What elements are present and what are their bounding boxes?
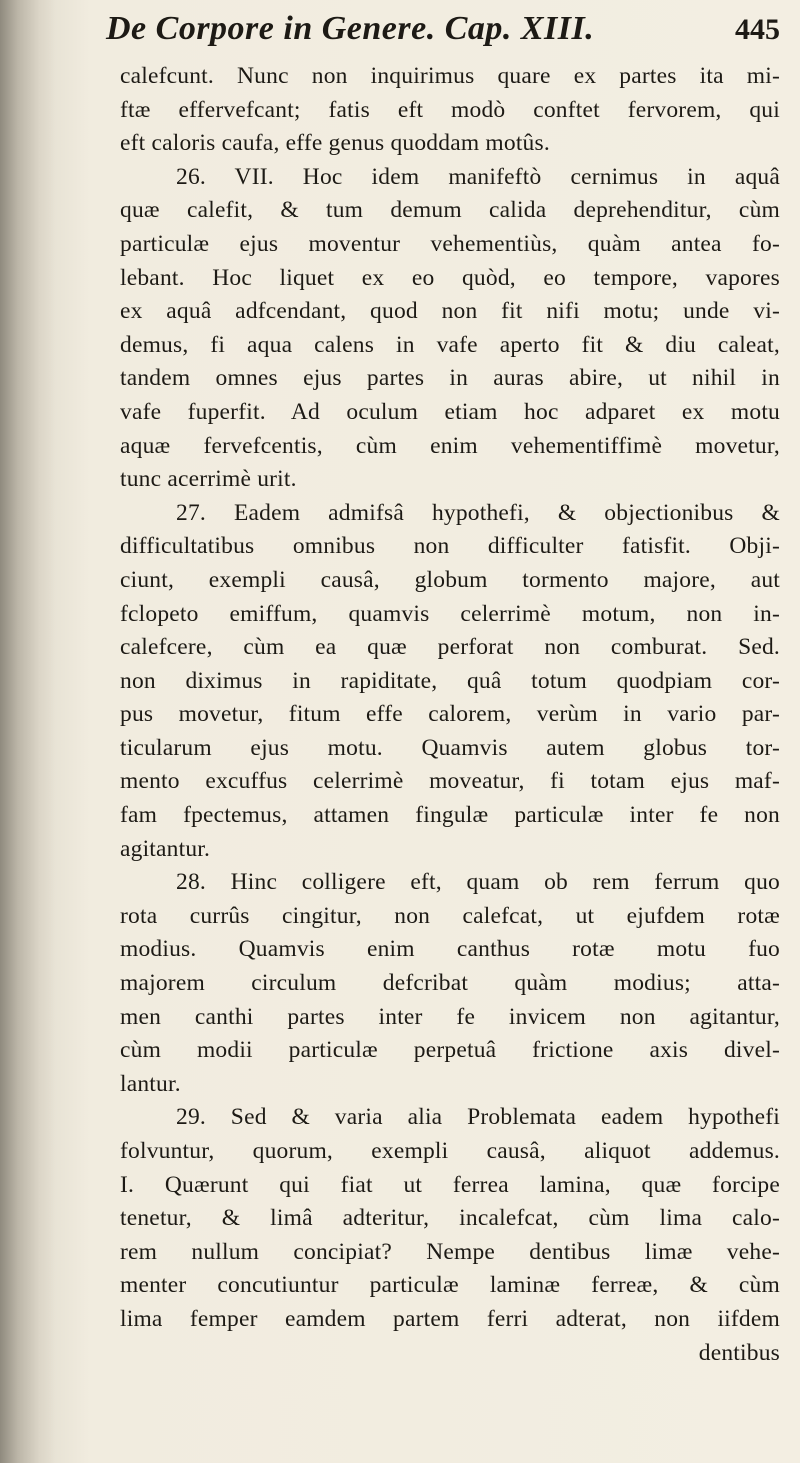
text-line: agitantur.	[120, 835, 211, 862]
text-line: eft caloris caufa, effe genus quoddam motûs.	[120, 130, 550, 157]
text-line: lantur.	[120, 1070, 181, 1097]
text-line: tunc acerrimè urit.	[120, 466, 297, 493]
text-line: particulæ ejus moventur vehementiùs, quàm antea fo-	[120, 230, 780, 257]
text-line: folvuntur, quorum, exempli causâ, aliquot addemus.	[120, 1138, 780, 1164]
text-line: fclopeto emiffum, quamvis celerrimè motum, non in-	[120, 600, 780, 627]
text-line: rem nullum concipiat? Nempe dentibus limæ vehe-	[120, 1238, 780, 1265]
text-line: ticularum ejus motu. Quamvis autem globus tor-	[120, 734, 780, 761]
page-number: 445	[735, 13, 780, 46]
text-line: non diximus in rapiditate, quâ totum quodpiam cor-	[120, 667, 780, 694]
text-line: majorem circulum defcribat quàm modius; atta-	[120, 970, 780, 997]
text-line: fam fpectemus, attamen fingulæ particulæ inter fe non	[120, 802, 780, 829]
text-line: quæ calefit, & tum demum calida deprehenditur, cùm	[120, 197, 780, 224]
text-line: modius. Quamvis enim canthus rotæ motu fuo	[120, 936, 780, 963]
text-line: cùm modii particulæ perpetuâ frictione axis divel-	[120, 1037, 780, 1064]
text-line: ciunt, exempli causâ, globum tormento majore, aut	[120, 566, 780, 593]
page-content	[106, 10, 780, 1370]
text-line: ftæ effervefcant; fatis eft modò conftet fervorem, qui	[120, 96, 780, 123]
text-line: tenetur, & limâ adteritur, incalefcat, cùm lima calo-	[120, 1205, 780, 1232]
text-line: pus movetur, fitum effe calorem, verùm in vario par-	[120, 701, 780, 728]
text-line: mento excuffus celerrimè moveatur, fi totam ejus maf-	[120, 768, 780, 795]
text-line: tandem omnes ejus partes in auras abire, ut nihil in	[120, 365, 780, 392]
text-line: lima femper eamdem partem ferri adterat, non iifdem	[120, 1305, 780, 1332]
running-header	[106, 10, 780, 60]
text-line: rota currûs cingitur, non calefcat, ut ejufdem rotæ	[120, 902, 780, 929]
text-line: aquæ fervefcentis, cùm enim vehementiffimè movetur,	[120, 432, 780, 459]
text-line: men canthi partes inter fe invicem non agitantur,	[120, 1003, 780, 1030]
text-line: 27. Eadem admifsâ hypothefi, & objectionibus &	[176, 499, 780, 526]
body-text	[120, 60, 780, 1370]
text-line: difficultatibus omnibus non difficulter fatisfit. Obji-	[120, 533, 780, 560]
text-line: ex aquâ adfcendant, quod non fit nifi motu; unde vi-	[120, 298, 780, 325]
text-line: lebant. Hoc liquet ex eo quòd, eo tempore, vapores	[120, 264, 780, 291]
text-line: calefcunt. Nunc non inquirimus quare ex partes ita mi-	[120, 63, 780, 89]
text-line: dentibus	[698, 1339, 780, 1366]
text-line: vafe fuperfit. Ad oculum etiam hoc adparet ex motu	[120, 398, 780, 425]
text-line: 26. VII. Hoc idem manifeftò cernimus in aquâ	[176, 163, 780, 190]
page-gutter-shadow	[0, 0, 55, 1463]
text-line: 28. Hinc colligere eft, quam ob rem ferrum quo	[176, 869, 780, 896]
text-line: menter concutiuntur particulæ laminæ ferreæ, & cùm	[120, 1272, 780, 1299]
text-line: I. Quærunt qui fiat ut ferrea lamina, quæ forcipe	[120, 1171, 780, 1198]
text-line: calefcere, cùm ea quæ perforat non comburat. Sed.	[120, 634, 780, 661]
running-title: De Corpore in Genere. Cap. XIII.	[106, 10, 595, 47]
text-line: demus, fi aqua calens in vafe aperto fit & diu caleat,	[120, 331, 780, 358]
text-line: 29. Sed & varia alia Problemata eadem hypothefi	[176, 1104, 780, 1131]
